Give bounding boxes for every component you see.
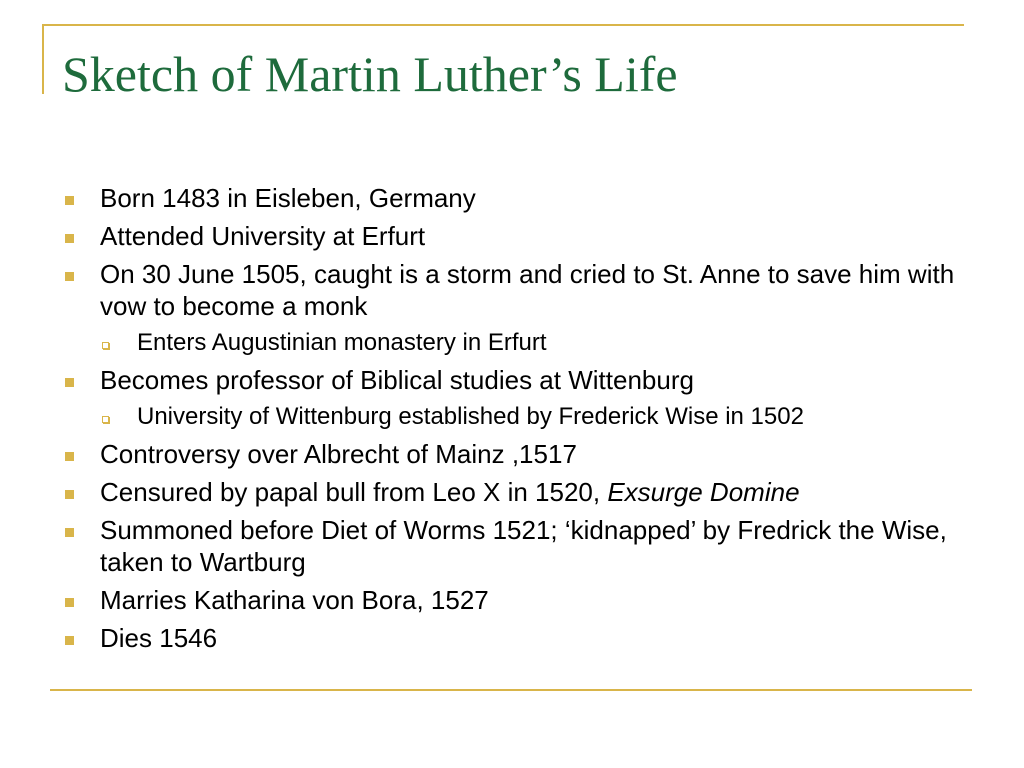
list-item-italic-text: Exsurge Domine [607, 477, 800, 507]
list-item [62, 182, 962, 214]
square-bullet-icon [65, 378, 74, 387]
list-item-text: Born 1483 in Eisleben, Germany [100, 183, 476, 213]
list-item-text: Dies 1546 [100, 623, 218, 653]
list-item-text: Attended University at Erfurt [100, 221, 426, 251]
list-item [62, 476, 962, 508]
hollow-square-bullet-icon [102, 416, 109, 423]
list-item [62, 514, 962, 578]
square-bullet-icon [65, 598, 74, 607]
slide-title: Sketch of Martin Luther’s Life [62, 46, 678, 102]
list-item [62, 258, 962, 322]
list-item-text: Marries Katharina von Bora, 1527 [100, 585, 489, 615]
bottom-border-line [50, 689, 972, 691]
square-bullet-icon [65, 452, 74, 461]
sub-list-item [62, 402, 962, 432]
square-bullet-icon [65, 636, 74, 645]
sub-list-item [62, 328, 962, 358]
hollow-square-bullet-icon [102, 342, 109, 349]
bullet-list [62, 182, 962, 660]
list-item-text: Controversy over Albrecht of Mainz ,1517 [100, 439, 577, 469]
square-bullet-icon [65, 234, 74, 243]
list-item-text: On 30 June 1505, caught is a storm and cried to St. Anne to save him with vow to become a monk [100, 259, 955, 321]
sub-list-item-text: Enters Augustinian monastery in Erfurt [137, 329, 547, 356]
list-item [62, 220, 962, 252]
square-bullet-icon [65, 490, 74, 499]
list-item-text: Summoned before Diet of Worms 1521; ‘kidnapped’ by Fredrick the Wise, taken to Wartburg [100, 515, 947, 577]
list-item-text: Censured by papal bull from Leo X in 1520, [100, 477, 608, 507]
list-item [62, 438, 962, 470]
square-bullet-icon [65, 528, 74, 537]
list-item [62, 584, 962, 616]
list-item [62, 364, 962, 396]
list-item-text: Becomes professor of Biblical studies at Wittenburg [100, 365, 694, 395]
square-bullet-icon [65, 196, 74, 205]
square-bullet-icon [65, 272, 74, 281]
list-item [62, 622, 962, 654]
top-border-line [42, 24, 964, 26]
sub-list-item-text: University of Wittenburg established by Frederick Wise in 1502 [137, 403, 804, 430]
left-border-line [42, 24, 44, 94]
